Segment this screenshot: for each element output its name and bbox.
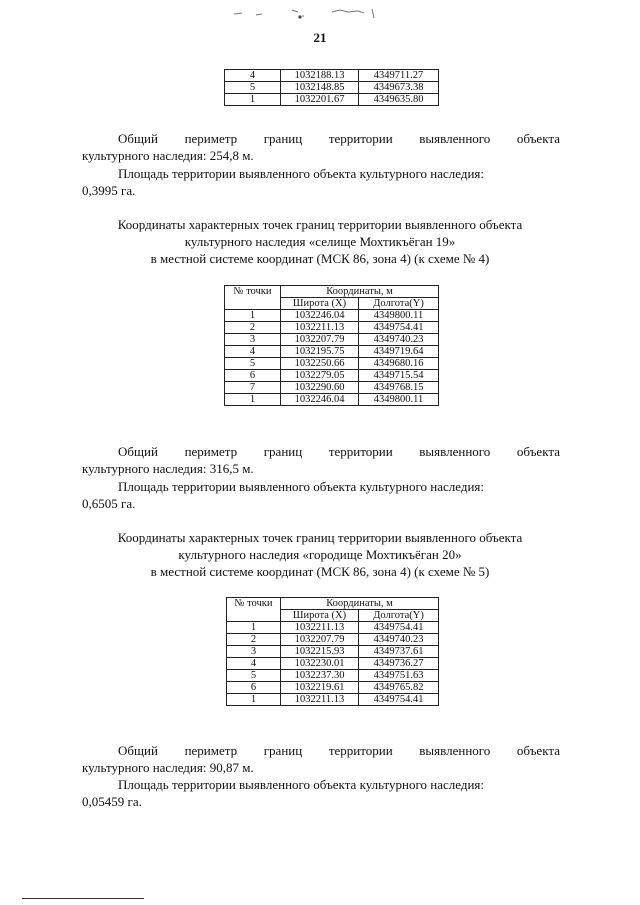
- longitude-cell: 4349635.80: [359, 94, 439, 106]
- table-row: 5 1032250.66 4349680.16: [225, 358, 439, 370]
- header-longitude: Долгота(Y): [359, 298, 439, 310]
- perimeter-paragraph: Общий периметр границ территории выявленного объекта культурного наследия: 316,5 м.: [82, 444, 560, 476]
- table-row: 7 1032290.60 4349768.15: [225, 382, 439, 394]
- area-paragraph: Площадь территории выявленного объекта культурного наследия: 0,6505 га.: [82, 479, 485, 511]
- point-number: 4: [225, 70, 281, 82]
- header-latitude: Широта (X): [281, 610, 359, 622]
- table-row: 4 1032230.01 4349736.27: [227, 658, 439, 670]
- table-header-row: [227, 598, 439, 610]
- latitude-cell: 1032148.85: [281, 82, 359, 94]
- justified-line: Общий периметр границ территории выявленного объекта: [118, 131, 560, 146]
- page-number: 21: [313, 30, 327, 45]
- table-row: 3 1032215.93 4349737.61: [227, 646, 439, 658]
- table-header-row: [225, 286, 439, 298]
- table-row: 4 1032195.75 4349719.64: [225, 346, 439, 358]
- section-heading: Координаты характерных точек границ территории выявленного объекта культурного наследия «городище Мохтикъёган 20» в местной системе координат (МСК 86, зона 4) (к схеме № 5): [117, 530, 523, 579]
- table-row: [225, 70, 439, 82]
- table-row: 6 1032219.61 4349765.82: [227, 682, 439, 694]
- longitude-cell: 4349711.27: [359, 70, 439, 82]
- coordinates-table-settlement-19: [224, 285, 439, 406]
- area-paragraph: Площадь территории выявленного объекта культурного наследия: 0,3995 га.: [82, 166, 485, 198]
- section-heading: Координаты характерных точек границ территории выявленного объекта культурного наследия «селище Мохтикъёган 19» в местной системе координат (МСК 86, зона 4) (к схеме № 4): [117, 217, 523, 266]
- table-row: 6 1032279.05 4349715.54: [225, 370, 439, 382]
- justified-line: Общий периметр границ территории выявленного объекта: [118, 444, 560, 459]
- perimeter-paragraph: Общий периметр границ территории выявленного объекта культурного наследия: 90,87 м.: [82, 743, 560, 775]
- table-row: 2 1032207.79 4349740.23: [227, 634, 439, 646]
- coordinates-table-fortress-20: [226, 597, 439, 706]
- table-row: 1 1032246.04 4349800.11: [225, 310, 439, 322]
- header-latitude: Широта (X): [281, 298, 359, 310]
- latitude-cell: 1032188.13: [281, 70, 359, 82]
- table-row: 2 1032211.13 4349754.41: [225, 322, 439, 334]
- header-coordinates: Координаты, м: [281, 598, 439, 610]
- longitude-cell: 4349673.38: [359, 82, 439, 94]
- header-point-number: № точки: [227, 598, 281, 622]
- scan-artifact: [232, 6, 392, 20]
- header-point-number: № точки: [225, 286, 281, 310]
- footnote-divider: [22, 898, 144, 899]
- coordinates-table-continued: [224, 69, 439, 106]
- justified-line: Общий периметр границ территории выявленного объекта: [118, 743, 560, 758]
- point-number: 1: [225, 94, 281, 106]
- table-row: 3 1032207.79 4349740.23: [225, 334, 439, 346]
- table-row: 1 1032211.13 4349754.41: [227, 694, 439, 706]
- table-row: [225, 94, 439, 106]
- area-paragraph: Площадь территории выявленного объекта культурного наследия: 0,05459 га.: [82, 777, 485, 809]
- point-number: 5: [225, 82, 281, 94]
- table-row: [225, 82, 439, 94]
- latitude-cell: 1032201.67: [281, 94, 359, 106]
- table-row: 5 1032237.30 4349751.63: [227, 670, 439, 682]
- table-row: 1 1032211.13 4349754.41: [227, 622, 439, 634]
- table-row: 1 1032246.04 4349800.11: [225, 394, 439, 406]
- header-longitude: Долгота(Y): [359, 610, 439, 622]
- perimeter-paragraph: Общий периметр границ территории выявленного объекта культурного наследия: 254,8 м.: [82, 131, 560, 163]
- header-coordinates: Координаты, м: [281, 286, 439, 298]
